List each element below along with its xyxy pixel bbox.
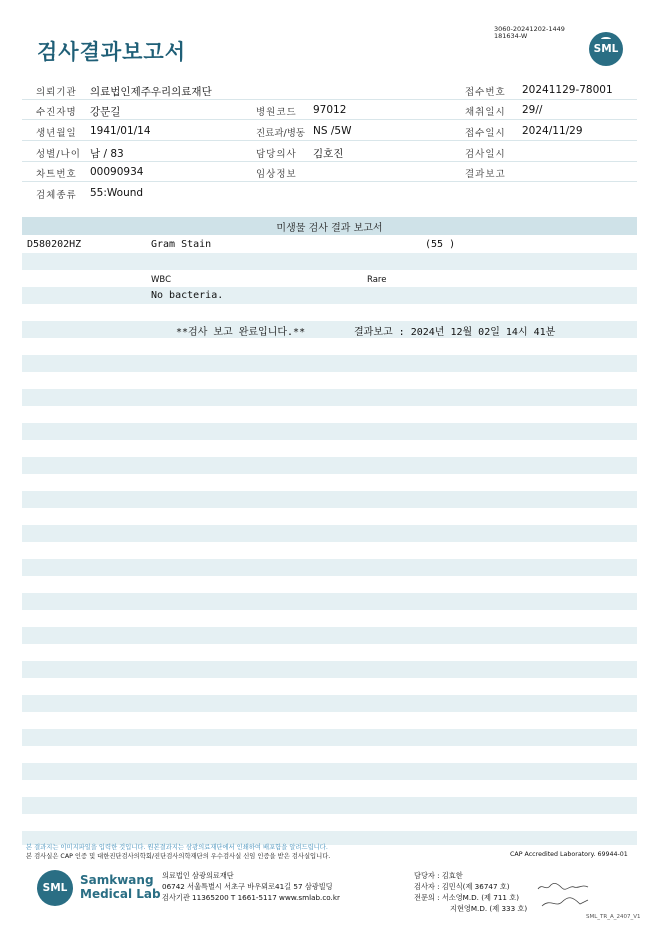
test-code: D580202HZ — [27, 239, 82, 250]
brand-line2: Medical Lab — [80, 887, 161, 901]
info-row-2 — [22, 99, 637, 120]
result-band — [22, 491, 637, 508]
info-row-5 — [22, 161, 637, 182]
sex-age-value: 남 / 83 — [90, 148, 124, 160]
test-date-label: 검사일시 — [465, 149, 506, 160]
birth-label: 생년월일 — [36, 128, 77, 139]
clinical-label: 임상정보 — [256, 169, 297, 180]
chart-no-value: 00090934 — [90, 166, 144, 178]
specimen-value: 55:Wound — [90, 187, 144, 199]
result-band — [22, 287, 637, 304]
result-band — [22, 525, 637, 542]
staff-line1: 담당자 : 김효한 — [414, 871, 463, 880]
receipt-date-value: 2024/11/29 — [522, 125, 583, 137]
dept-label: 진료과/병동 — [256, 128, 306, 139]
dept-value: NS /5W — [313, 125, 352, 137]
collect-date-value: 29// — [522, 104, 543, 116]
doctor-value: 김호진 — [313, 148, 344, 160]
result-band — [22, 389, 637, 406]
sml-logo — [589, 32, 623, 66]
hospital-code-label: 병원코드 — [256, 107, 297, 118]
result-band — [22, 763, 637, 780]
request-org-label: 의뢰기관 — [36, 87, 77, 98]
info-row-1 — [22, 79, 637, 100]
wbc-value: Rare — [367, 275, 387, 285]
specimen-label: 검체종류 — [36, 190, 77, 201]
result-report-label: 결과보고 — [465, 169, 506, 180]
logo-arc-icon — [601, 37, 611, 41]
footer-org-block — [162, 870, 340, 903]
test-ref: (55 ) — [425, 239, 456, 250]
result-band — [22, 729, 637, 746]
logo-text: SML — [593, 43, 619, 55]
result-band — [22, 559, 637, 576]
org-contact: 검사기관 11365200 T 1661-5117 www.smlab.co.kr — [162, 893, 340, 902]
accreditation-notice: 본 검사실은 CAP 인증 및 대한진단검사의학회/진단검사의학재단의 우수검사실 신임 인증을 받은 검사실입니다. — [26, 853, 331, 860]
result-band — [22, 355, 637, 372]
staff-line2: 검사자 : 김민식(제 36747 호) — [414, 882, 510, 891]
hospital-code-value: 97012 — [313, 104, 347, 116]
collect-date-label: 채취일시 — [465, 107, 506, 118]
image-notice: 본 결과지는 이미지파일을 입력한 것입니다. 원본결과지는 삼광의료재단에서 인쇄하여 배포함을 알려드립니다. — [26, 844, 328, 851]
info-row-4 — [22, 141, 637, 162]
result-band — [22, 661, 637, 678]
doctor-label: 담당의사 — [256, 149, 297, 160]
signature-2-icon — [540, 894, 590, 910]
document-id — [494, 26, 565, 40]
footer-staff-block — [414, 870, 527, 914]
result-band — [22, 457, 637, 474]
staff-line4: 지현영M.D. (제 333 호) — [450, 904, 528, 913]
report-time: 결과보고 : 2024년 12월 02일 14시 41분 — [354, 327, 556, 338]
page-title: 검사결과보고서 — [37, 40, 187, 64]
wbc-label: WBC — [151, 275, 172, 285]
result-band — [22, 695, 637, 712]
document-id-line1: 3060-20241202-1449 — [494, 25, 565, 33]
org-address: 06742 서울특별시 서초구 바우뫼로41길 57 삼광빌딩 — [162, 882, 333, 891]
bacteria-result: No bacteria. — [151, 290, 224, 301]
result-band — [22, 423, 637, 440]
document-id-line2: 181634-W — [494, 32, 528, 40]
footer-sml-logo — [37, 870, 73, 906]
result-band — [22, 593, 637, 610]
test-name: Gram Stain — [151, 239, 212, 250]
birth-value: 1941/01/14 — [90, 125, 151, 137]
result-band — [22, 627, 637, 644]
sex-age-label: 성별/나이 — [36, 149, 81, 160]
receipt-no-value: 20241129-78001 — [522, 84, 613, 96]
brand-line1: Samkwang — [80, 873, 154, 887]
info-row-3 — [22, 120, 637, 141]
receipt-no-label: 접수번호 — [465, 87, 506, 98]
cap-accreditation: CAP Accredited Laboratory. 69944-01 — [510, 851, 628, 858]
info-row-6 — [22, 182, 637, 203]
chart-no-label: 차트번호 — [36, 169, 77, 180]
report-complete-message: **검사 보고 완료입니다.** — [176, 327, 306, 338]
name-label: 수진자명 — [36, 107, 77, 118]
request-org-value: 의료법인제주우리의료재단 — [90, 86, 212, 98]
result-band — [22, 253, 637, 270]
name-value: 강문길 — [90, 106, 121, 118]
footer-logo-text: SML — [42, 882, 68, 894]
org-name: 의료법인 삼광의료재단 — [162, 871, 234, 880]
form-code: SML_TR_A_2407_V1 — [586, 914, 641, 920]
signature-1-icon — [536, 881, 592, 893]
report-section-title: 미생물 검사 결과 보고서 — [276, 223, 383, 234]
receipt-date-label: 접수일시 — [465, 128, 506, 139]
result-band — [22, 797, 637, 814]
staff-line3: 전문의 : 서소영M.D. (제 711 호) — [414, 893, 520, 902]
footer-brand — [80, 873, 161, 901]
